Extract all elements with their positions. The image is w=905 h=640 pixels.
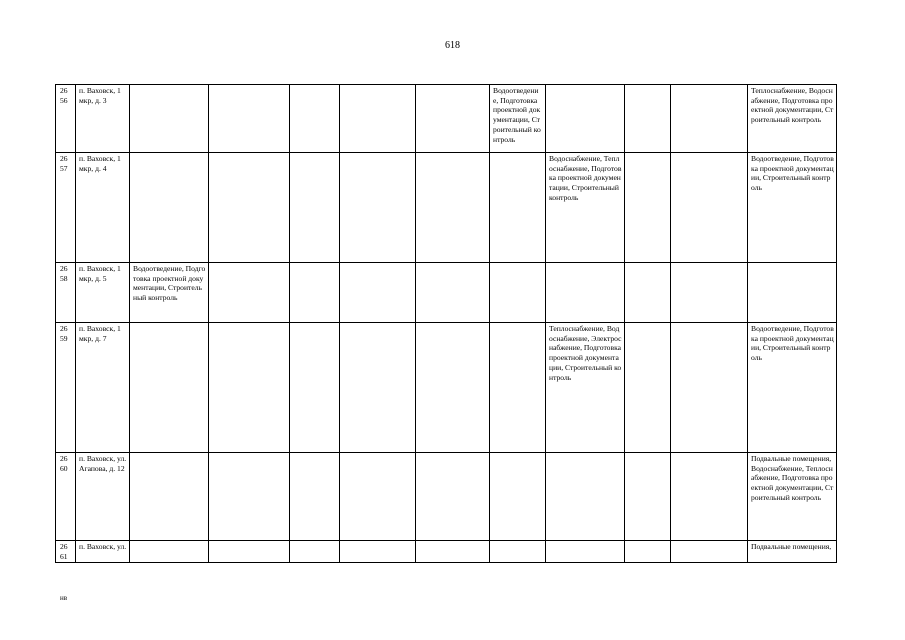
- work-type-cell: [671, 263, 748, 323]
- row-number-cell: [56, 153, 76, 263]
- work-type-cell: [340, 263, 416, 323]
- work-type-cell: [625, 541, 671, 563]
- work-type-cell: [490, 323, 546, 453]
- work-type-cell: [416, 541, 490, 563]
- row-number-part: 58: [60, 273, 68, 283]
- work-type-cell: [416, 153, 490, 263]
- work-type-cell: [671, 323, 748, 453]
- work-type-cell: [671, 85, 748, 153]
- work-type-cell: [209, 323, 290, 453]
- row-number-part: 26: [60, 264, 68, 273]
- work-type-cell: Водоотведение, Подготовка проектной документации, Строительный контроль: [748, 153, 837, 263]
- work-type-cell: Водоснабжение, Теплоснабжение, Подготовка проектной документации, Строительный контроль: [546, 153, 625, 263]
- work-type-cell: [130, 453, 209, 541]
- work-type-cell: [290, 263, 340, 323]
- row-number-cell: [56, 323, 76, 453]
- work-type-cell: [416, 263, 490, 323]
- work-type-cell: [546, 541, 625, 563]
- address-cell: п. Ваховск, 1 мкр, д. 4: [76, 153, 130, 263]
- work-type-cell: [625, 263, 671, 323]
- row-number-part: 26: [60, 154, 68, 163]
- row-number-part: 26: [60, 324, 68, 333]
- row-number-cell: [56, 541, 76, 563]
- row-number-part: 56: [60, 95, 68, 105]
- work-schedule-table: [55, 84, 837, 563]
- work-type-cell: [209, 153, 290, 263]
- table-row: [56, 85, 837, 153]
- work-type-cell: [671, 153, 748, 263]
- table-row: [56, 263, 837, 323]
- table-row: [56, 153, 837, 263]
- work-type-cell: [130, 323, 209, 453]
- row-number-part: 61: [60, 551, 68, 561]
- work-type-cell: [340, 453, 416, 541]
- work-type-cell: [290, 153, 340, 263]
- work-type-cell: [340, 323, 416, 453]
- table-row: [56, 323, 837, 453]
- address-cell: п. Ваховск, 1 мкр, д. 7: [76, 323, 130, 453]
- address-cell: п. Ваховск, 1 мкр, д. 3: [76, 85, 130, 153]
- work-type-cell: Водоотведение, Подготовка проектной документации, Строительный контроль: [748, 323, 837, 453]
- row-number-part: 60: [60, 463, 68, 473]
- work-type-cell: [290, 323, 340, 453]
- work-type-cell: Теплоснабжение, Водоснабжение, Электроснабжение, Подготовка проектной документации, Строительный контроль: [546, 323, 625, 453]
- work-type-cell: [209, 453, 290, 541]
- row-number-part: 57: [60, 163, 68, 173]
- address-cell: п. Ваховск, ул.: [76, 541, 130, 563]
- page-number: 618: [445, 40, 460, 51]
- work-type-cell: [490, 541, 546, 563]
- table-row: [56, 541, 837, 563]
- work-type-cell: Подвальные помещения,: [748, 541, 837, 563]
- row-number-part: 59: [60, 333, 68, 343]
- work-type-cell: [416, 85, 490, 153]
- work-type-cell: [130, 85, 209, 153]
- work-type-cell: [130, 541, 209, 563]
- work-type-cell: Подвальные помещения, Водоснабжение, Теплоснабжение, Подготовка проектной документации, Строительный контроль: [748, 453, 837, 541]
- work-type-cell: [340, 153, 416, 263]
- work-type-cell: [546, 453, 625, 541]
- table-row: [56, 453, 837, 541]
- work-type-cell: [209, 85, 290, 153]
- work-type-cell: [416, 453, 490, 541]
- work-type-cell: [340, 85, 416, 153]
- row-number-cell: [56, 263, 76, 323]
- row-number-part: 26: [60, 454, 68, 463]
- work-type-cell: [290, 541, 340, 563]
- row-number-cell: [56, 453, 76, 541]
- work-type-cell: [490, 153, 546, 263]
- work-type-cell: [416, 323, 490, 453]
- work-type-cell: [290, 453, 340, 541]
- work-type-cell: [290, 85, 340, 153]
- work-type-cell: [546, 85, 625, 153]
- address-cell: п. Ваховск, ул. Агапова, д. 12: [76, 453, 130, 541]
- work-type-cell: Теплоснабжение, Водоснабжение, Подготовка проектной документации, Строительный контроль: [748, 85, 837, 153]
- work-type-cell: [209, 541, 290, 563]
- row-number-part: 26: [60, 86, 68, 95]
- work-type-cell: [625, 323, 671, 453]
- row-number-part: 26: [60, 542, 68, 551]
- work-type-cell: [546, 263, 625, 323]
- work-type-cell: [490, 263, 546, 323]
- work-type-cell: [625, 85, 671, 153]
- work-type-cell: [671, 541, 748, 563]
- work-type-cell: [130, 153, 209, 263]
- work-type-cell: [625, 453, 671, 541]
- work-type-cell: Водоотведение, Подготовка проектной документации, Строительный контроль: [130, 263, 209, 323]
- address-cell: п. Ваховск, 1 мкр, д. 5: [76, 263, 130, 323]
- work-type-cell: [340, 541, 416, 563]
- work-type-cell: [748, 263, 837, 323]
- work-type-cell: [625, 153, 671, 263]
- work-type-cell: [490, 453, 546, 541]
- row-number-cell: [56, 85, 76, 153]
- work-type-cell: [671, 453, 748, 541]
- work-type-cell: [209, 263, 290, 323]
- work-type-cell: Водоотведение, Подготовка проектной документации, Строительный контроль: [490, 85, 546, 153]
- footer-mark: нв: [60, 594, 68, 602]
